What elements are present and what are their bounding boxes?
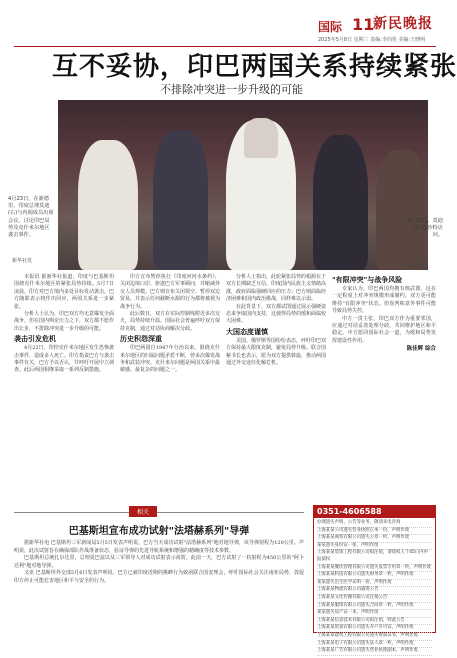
ad-line: 某某遗失身份证一张，声明作废	[317, 543, 432, 551]
paragraph: 专家认为，印巴两国均拥有核武器，这在一定程度上对冲突规模形成制约，双方更可能维持"有限冲突"状态。但误判和意外事件可能导致局势失控。	[332, 286, 436, 315]
ad-phone: 0351-4606588	[314, 506, 435, 518]
news-photo	[58, 100, 428, 270]
paragraph: 分析人士指出，此轮紧张局势的根源在于双方长期缺乏互信。印度国内民族主义情绪高涨，政府面临强硬回应的压力；巴方则面临经济困难和国内政治挑战，同样难以示弱。	[226, 274, 327, 303]
paragraph: 印巴两国自1947年分治以来，围绕克什米尔地区的归属问题矛盾不断，曾多次爆发战争和武装冲突。克什米尔问题是两国关系中最敏感、最复杂的问题之一。	[120, 345, 221, 374]
related-divider	[14, 505, 304, 519]
paragraph: 此后数日，双方在实际控制线附近多次交火，局势持续升温。国际社会普遍呼吁双方保持克制，通过对话协商解决分歧。	[120, 311, 221, 332]
ad-line: 办理遗失声明、公告等业务，敬请来电咨询	[317, 520, 432, 528]
related-headline: 巴基斯坦宣布成功试射"法塔赫系列"导弹	[68, 526, 250, 537]
related-rule	[14, 512, 304, 513]
section-subtitle: 历史积怨深重	[120, 335, 162, 344]
masthead	[0, 8, 450, 43]
photo-figure	[153, 130, 208, 270]
ad-line: 上海某某服饰有限公司遗失合同章一枚，声明作废	[317, 603, 432, 611]
photo-caption-right: 4月22日，莫迪(右)在沙特访问。	[407, 218, 443, 239]
classified-ad-box	[313, 505, 436, 654]
photo-credit-left: 新华社发	[12, 258, 33, 264]
article-column-2	[120, 274, 220, 375]
paragraph: 中方一贯主张，印巴双方作为重要邻国，应通过对话妥善处理分歧，共同维护地区和平稳定。中方愿同国际社会一道，为缓和局势发挥建设性作用。	[332, 315, 436, 344]
author-note: 陈佳辉 综合	[406, 346, 436, 353]
paragraph: 印方宣布暂停执行《印度河河水条约》，关闭边境口岸，驱逐巴方军事顾问，并缩减外交人员规模。巴方则宣布关闭领空、暂停双边贸易，并表示任何截断水源的行为都将被视为战争行为。	[120, 274, 221, 310]
photo-figure	[376, 150, 428, 270]
section-subtitle: 袭击引发危机	[14, 335, 56, 344]
date-line: 2025年5月8日 星期三 责编:李尚伦 美编:王晓明	[318, 37, 426, 43]
paragraph: 又讯 巴基斯坦外交部5月6日发表声明说，巴方已就印度近期的挑衅行为致函联合国安理会，呼吁国际社会关注南亚局势，敦促印方停止可能危害地区和平与安全的行为。	[14, 570, 304, 584]
photo-figure-head	[244, 118, 278, 158]
ad-line: 上海某某电子有限公司遗失法人章一枚，声明作废	[317, 641, 432, 649]
ad-line: 上海某某文化传播有限公司注销公告	[317, 595, 432, 603]
paragraph: 巴基斯坦总统扎尔达里、总理夏巴兹以及三军领导人对成功试射表示祝贺。此前一天，巴方试射了一枚射程为450公里的"阿卜达利"地对地导弹。	[14, 555, 304, 569]
ad-listings	[314, 518, 435, 658]
section-subtitle: 大国态度谨慎	[226, 327, 268, 336]
ad-line: 上海某某装饰工程有限公司拟注销，请债权人于45日内申报债权	[317, 550, 432, 564]
article-column-3	[226, 274, 326, 367]
article-column-1	[14, 274, 114, 375]
ad-line: 上海某某建筑工程有限公司遗失资质证书，声明作废	[317, 633, 432, 641]
photo-figure	[78, 140, 138, 270]
related-tag: 相关	[129, 506, 157, 517]
paragraph: 4月22日，印控克什米尔地区发生恐怖袭击事件，造成多人死亡。印方指责巴方与袭击事件有关，巴方予以否认，并呼吁开展中立调查。此后两国相继采取一系列反制措施。	[14, 345, 115, 374]
ad-line: 上海某某商贸有限公司遗失公章一枚，声明作废	[317, 535, 432, 543]
ad-line: 上海某某科技有限公司遗失财务章一枚，声明作废	[317, 572, 432, 580]
paragraph: 分析人士认为，印巴双方均无意爆发全面战争，但在国内舆论压力之下，双方都不愿作出让步，不排除冲突进一步升级的可能。	[14, 311, 115, 332]
ad-line: 上海某某公司遗失营业执照正本一份，声明作废	[317, 528, 432, 536]
section-subtitle: "有限冲突"与战争风险	[332, 276, 403, 284]
headline: 互不妥协，印巴两国关系持续紧张	[52, 52, 457, 82]
subheadline: 不排除冲突进一步升级的可能	[160, 83, 303, 96]
ad-line: 某某遗失出生医学证明一份，声明作废	[317, 580, 432, 588]
page-number: 11	[352, 15, 375, 34]
photo-credit-right: 视频截图	[406, 263, 427, 269]
ad-line: 上海某某信息技术有限公司拟注销，特此公告	[317, 618, 432, 626]
ad-line: 上海某某餐饮管理有限公司遗失发票专用章一枚，声明作废	[317, 565, 432, 573]
paper-name: 新民晚报	[373, 16, 433, 32]
paragraph: 本报讯 据新华社报道，印度与巴基斯坦围绕克什米尔地区的紧张局势持续。5月7日凌晨，印方对巴方境内多处目标发动袭击，巴方随即表示将作出回应，两国关系进一步紧张。	[14, 274, 115, 310]
paragraph: 在此背景下，双方都试图通过展示强硬姿态来争取国内支持，这使得局势的缓和面临较大困难。	[226, 303, 327, 325]
ad-line: 上海某某广告有限公司遗失营业执照副本，声明作废	[317, 648, 432, 656]
related-article	[14, 540, 304, 586]
ad-line: 某某遗失房产证一本，声明作废	[317, 610, 432, 618]
section-name: 国际	[318, 20, 343, 34]
paragraph: 据新华社电 巴基斯坦三军新闻局5月5日发表声明说，巴方当天成功试射"法塔赫系列"地对地导弹，该导弹射程为120公里。声明说，此次试射旨在确保部队作战准备状态，验证导弹的先进导航系统和增强的精确度等技术参数。	[14, 540, 304, 554]
ad-line: 上海某某物流有限公司减资公告	[317, 587, 432, 595]
paragraph: 美国、俄罗斯等国纷纷表态，呼吁印巴双方保持最大限度克制，避免局势升级。联合国秘书长也表示，愿为双方提供斡旋，推动两国通过外交途径化解危机。	[226, 337, 327, 367]
photo-caption-left: 4月23日，在新德里，印度总理莫迪(右)与内阁成员出席会议，讨论印巴局势及克什米尔地区袭击事件。	[8, 196, 54, 239]
photo-figure	[313, 135, 368, 270]
article-column-4	[332, 274, 436, 354]
ad-line: 上海某某贸易有限公司遗失开户许可证，声明作废	[317, 625, 432, 633]
